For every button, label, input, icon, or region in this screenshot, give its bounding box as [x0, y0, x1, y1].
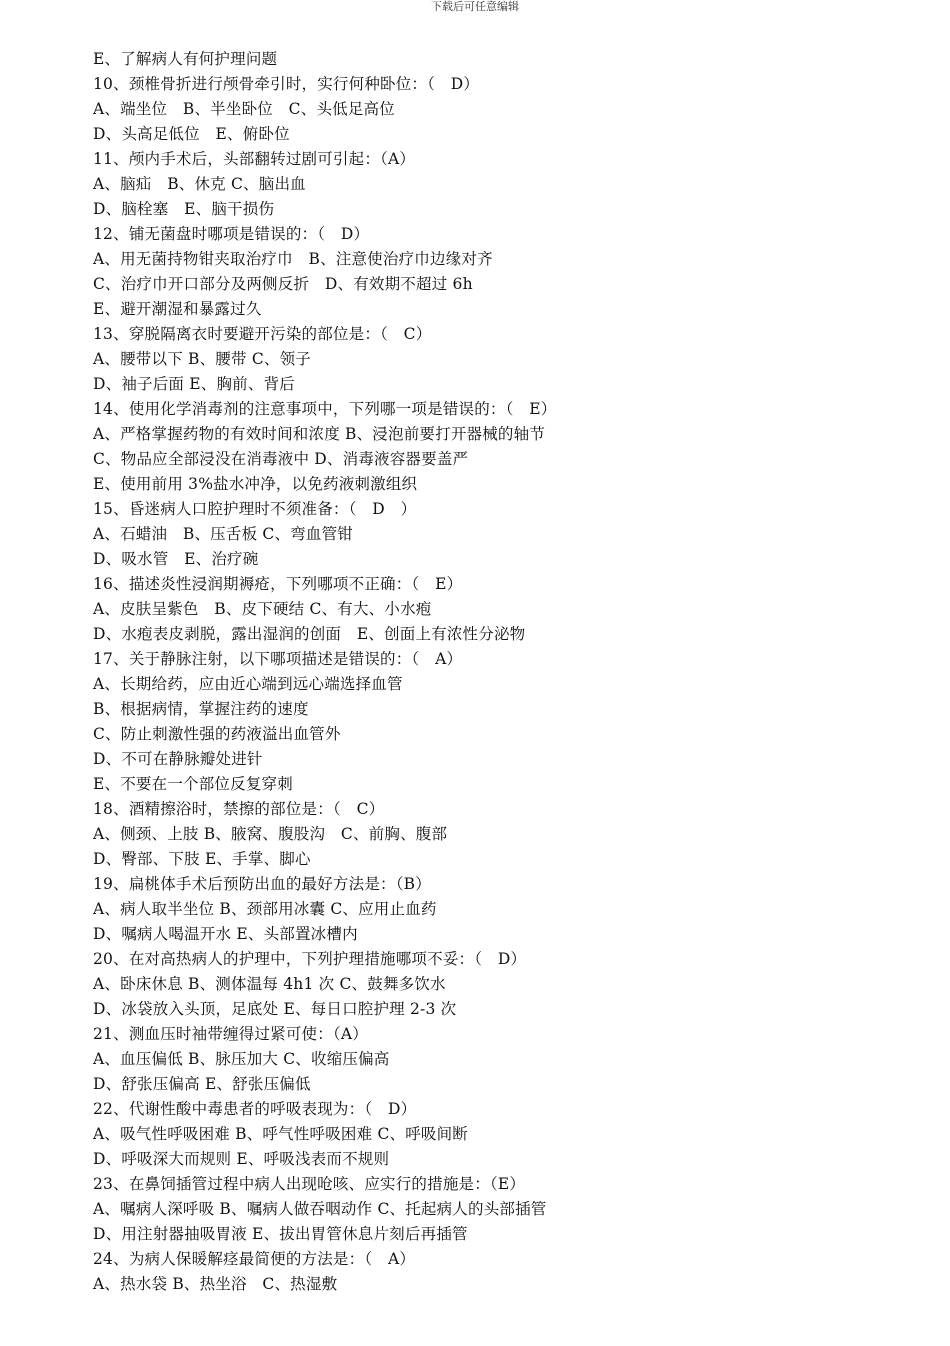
option-line: D、嘱病人喝温开水 E、头部置冰槽内: [93, 925, 358, 943]
option-line: D、吸水管 E、治疗碗: [93, 550, 259, 568]
option-line: D、水疱表皮剥脱，露出湿润的创面 E、创面上有浓性分泌物: [93, 625, 526, 643]
option-line: A、长期给药，应由近心端到远心端选择血管: [93, 675, 403, 693]
question-line: 16、描述炎性浸润期褥疮，下列哪项不正确：（ E）: [93, 575, 463, 593]
option-line: A、端坐位 B、半坐卧位 C、头低足高位: [93, 100, 395, 118]
option-line: A、皮肤呈紫色 B、皮下硬结 C、有大、小水疱: [93, 600, 432, 618]
option-line: A、卧床休息 B、测体温每 4h1 次 C、鼓舞多饮水: [93, 975, 446, 993]
option-line: D、呼吸深大而规则 E、呼吸浅表而不规则: [93, 1150, 390, 1168]
option-line: D、头高足低位 E、俯卧位: [93, 125, 290, 143]
question-line: 20、在对高热病人的护理中，下列护理措施哪项不妥：（ D）: [93, 950, 527, 968]
option-line: A、嘱病人深呼吸 B、嘱病人做吞咽动作 C、托起病人的头部插管: [93, 1200, 547, 1218]
question-line: 15、昏迷病人口腔护理时不须准备：（ D ）: [93, 500, 417, 518]
option-line: A、石蜡油 B、压舌板 C、弯血管钳: [93, 525, 353, 543]
question-line: 17、关于静脉注射，以下哪项描述是错误的：（ A）: [93, 650, 463, 668]
document-body: [93, 47, 913, 1297]
option-line: B、根据病情，掌握注药的速度: [93, 700, 309, 718]
question-line: 10、颈椎骨折进行颅骨牵引时，实行何种卧位：（ D）: [93, 75, 480, 93]
option-line: E、不要在一个部位反复穿刺: [93, 775, 293, 793]
question-line: 21、测血压时袖带缠得过紧可使：（A）: [93, 1025, 368, 1043]
option-line: D、舒张压偏高 E、舒张压偏低: [93, 1075, 311, 1093]
question-line: 22、代谢性酸中毒患者的呼吸表现为：（ D）: [93, 1100, 417, 1118]
option-line: A、严格掌握药物的有效时间和浓度 B、浸泡前要打开器械的轴节: [93, 425, 546, 443]
option-line: A、病人取半坐位 B、颈部用冰囊 C、应用止血药: [93, 900, 437, 918]
option-line: A、热水袋 B、热坐浴 C、热湿敷: [93, 1275, 338, 1293]
option-line: E、避开潮湿和暴露过久: [93, 300, 262, 318]
option-line: D、臀部、下肢 E、手掌、脚心: [93, 850, 311, 868]
option-line: A、吸气性呼吸困难 B、呼气性呼吸困难 C、呼吸间断: [93, 1125, 468, 1143]
option-line: A、用无菌持物钳夹取治疗巾 B、注意使治疗巾边缘对齐: [93, 250, 493, 268]
option-line: D、冰袋放入头顶，足底处 E、每日口腔护理 2-3 次: [93, 1000, 457, 1018]
option-line: D、用注射器抽吸胃液 E、拔出胃管休息片刻后再插管: [93, 1225, 468, 1243]
question-line: 18、酒精擦浴时，禁擦的部位是：（ C）: [93, 800, 385, 818]
question-line: 14、使用化学消毒剂的注意事项中，下列哪一项是错误的：（ E）: [93, 400, 557, 418]
option-line: D、不可在静脉瓣处进针: [93, 750, 263, 768]
option-line: C、物品应全部浸没在消毒液中 D、消毒液容器要盖严: [93, 450, 469, 468]
option-line: C、防止刺激性强的药液溢出血管外: [93, 725, 341, 743]
question-line: 12、铺无菌盘时哪项是错误的：（ D）: [93, 225, 370, 243]
option-line: D、袖子后面 E、胸前、背后: [93, 375, 295, 393]
option-line: A、血压偏低 B、脉压加大 C、收缩压偏高: [93, 1050, 390, 1068]
option-line: A、侧颈、上肢 B、腋窝、腹股沟 C、前胸、腹部: [93, 825, 448, 843]
option-line: C、治疗巾开口部分及两侧反折 D、有效期不超过 6h: [93, 275, 473, 293]
question-line: 23、在鼻饲插管过程中病人出现呛咳、应实行的措施是：（E）: [93, 1175, 526, 1193]
text-line: E、了解病人有何护理问题: [93, 50, 278, 68]
question-line: 19、扁桃体手术后预防出血的最好方法是：（B）: [93, 875, 431, 893]
option-line: D、脑栓塞 E、脑干损伤: [93, 200, 275, 218]
option-line: A、腰带以下 B、腰带 C、领子: [93, 350, 311, 368]
question-line: 11、颅内手术后，头部翻转过剧可引起：（A）: [93, 150, 416, 168]
page-header: 下载后可任意编辑: [431, 0, 519, 13]
option-line: E、使用前用 3%盐水冲净，以免药液刺激组织: [93, 475, 418, 493]
question-line: 13、穿脱隔离衣时要避开污染的部位是：（ C）: [93, 325, 432, 343]
question-line: 24、为病人保暖解痉最简便的方法是：（ A）: [93, 1250, 416, 1268]
option-line: A、脑疝 B、休克 C、脑出血: [93, 175, 306, 193]
